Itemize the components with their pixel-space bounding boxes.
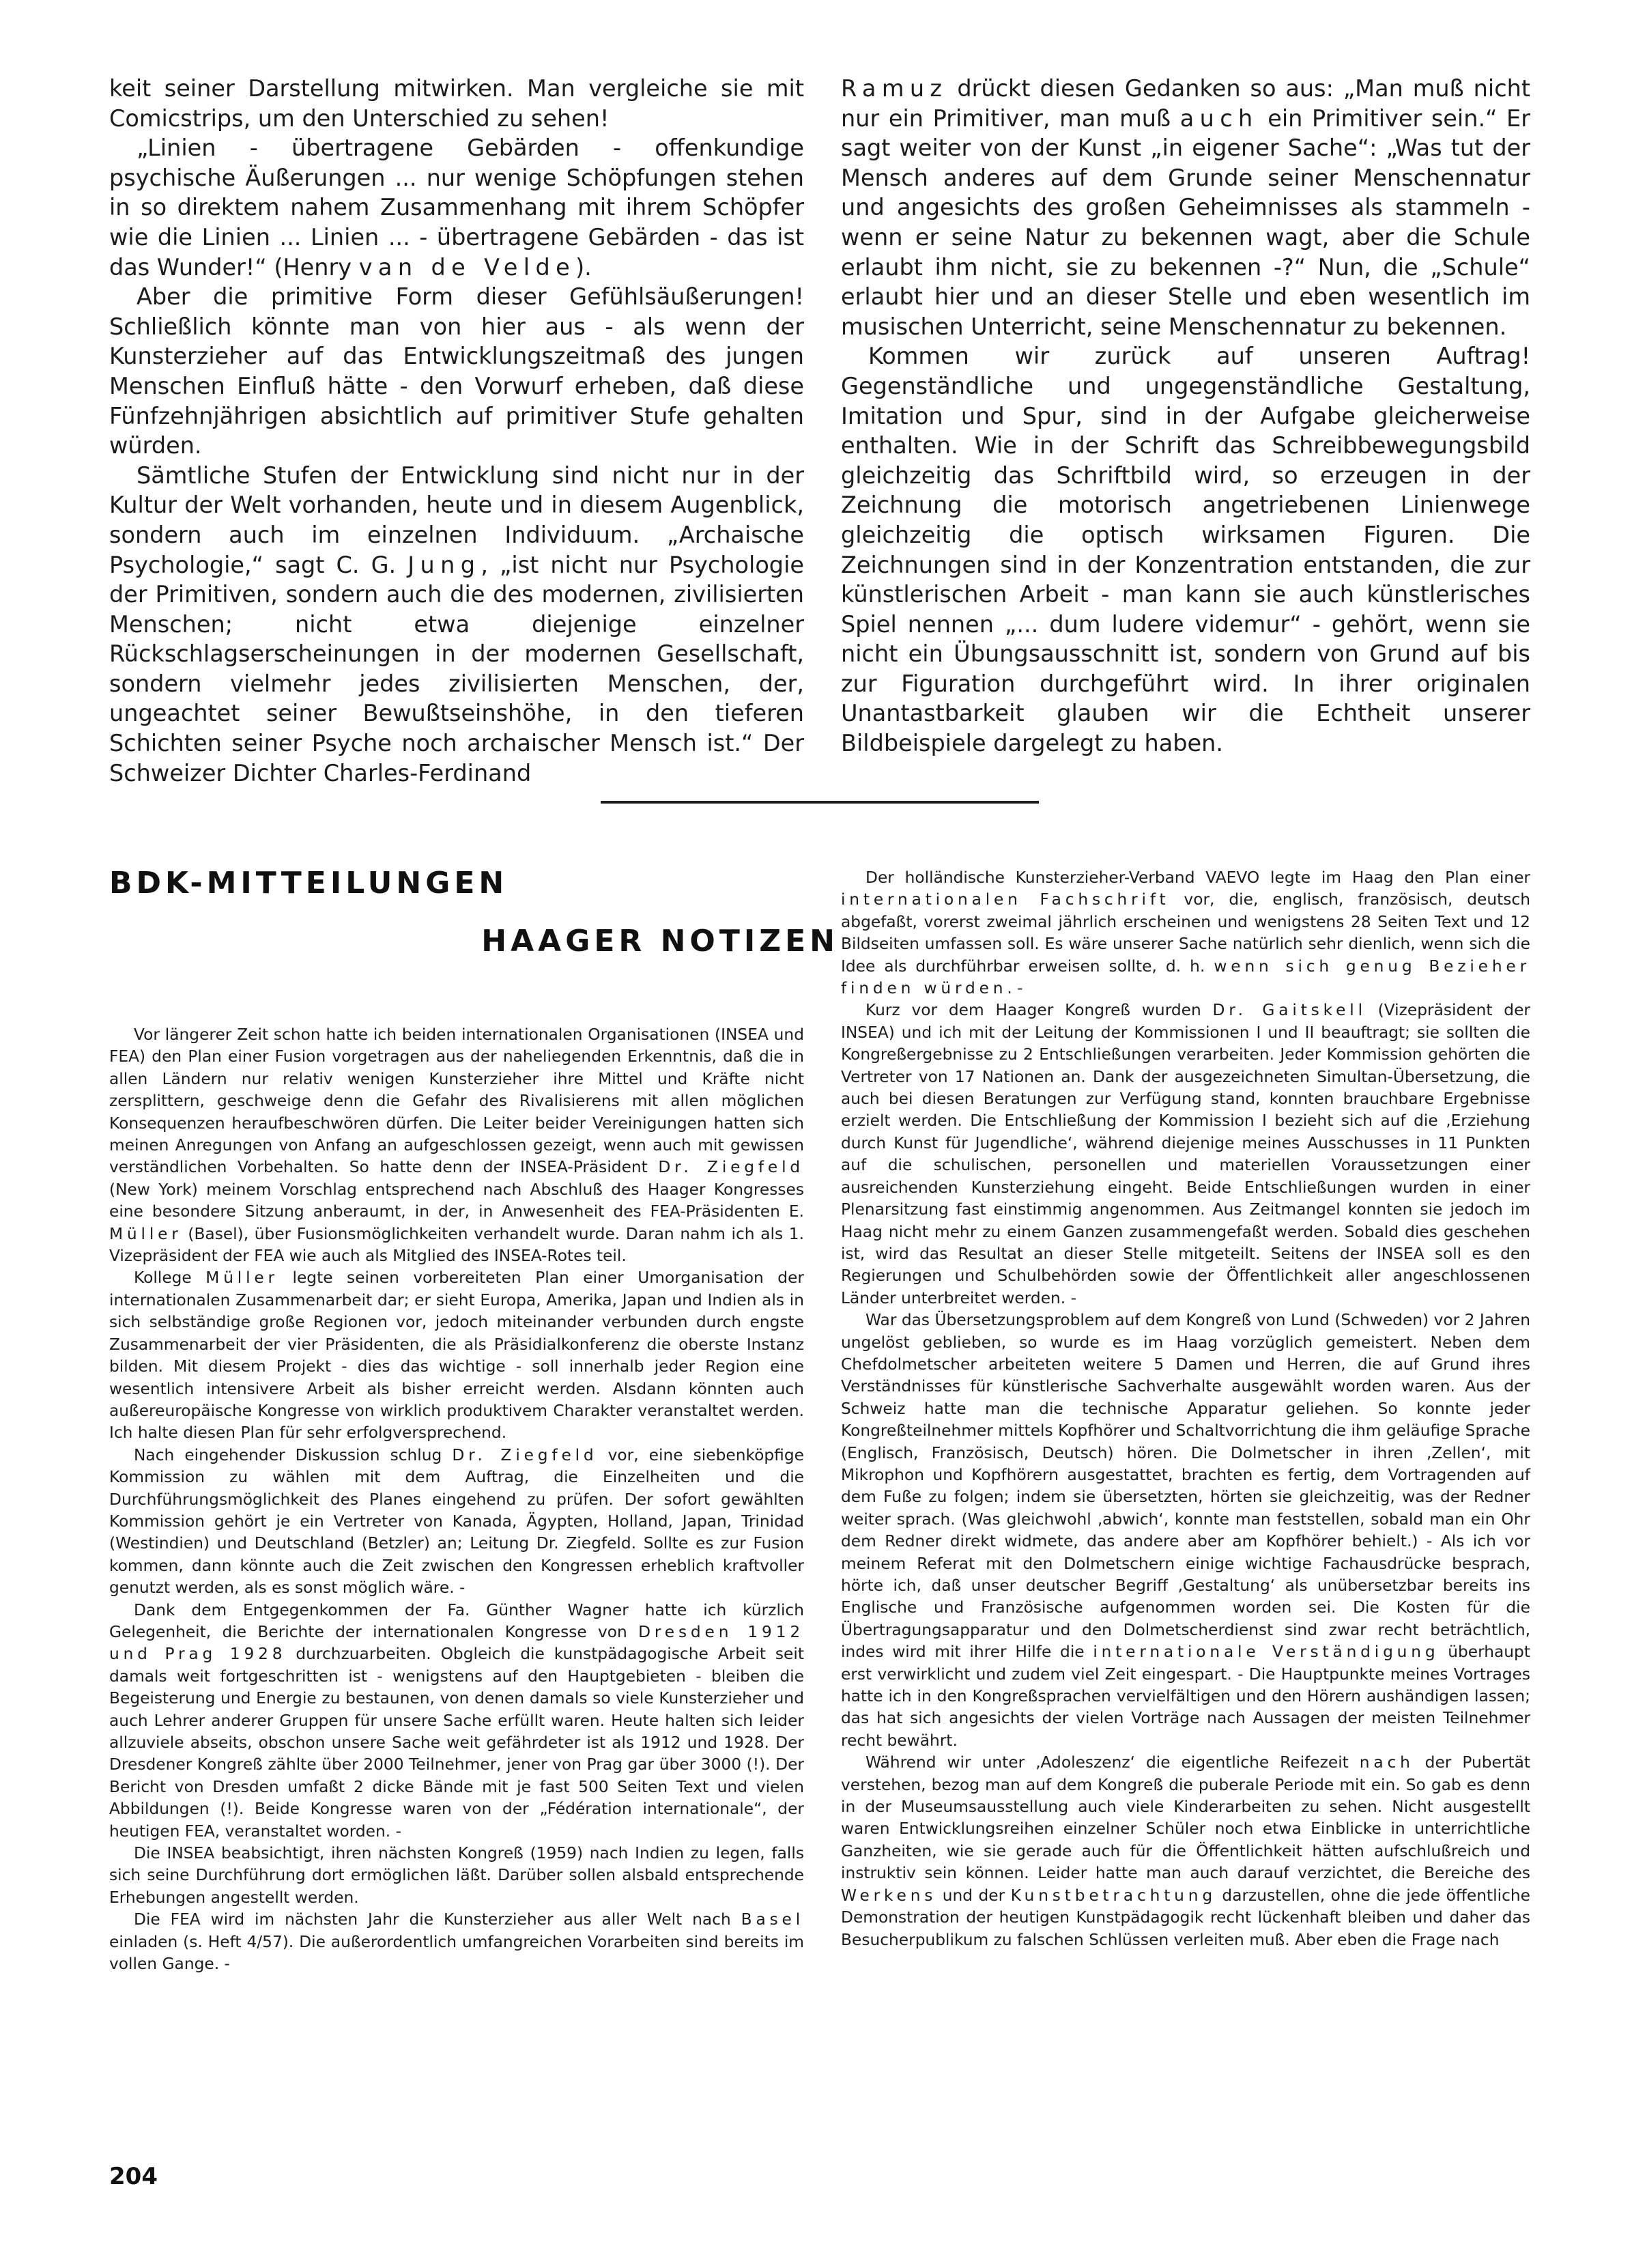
paragraph: War das Übersetzungsproblem auf dem Kongreß von Lund (Schweden) vor 2 Jahren ungelöst geblieben, so wurde es im Haag vorzüglich gemeistert. Neben dem Chefdolmetscher arbeiteten weitere 5 Damen und Herren, die auf Grund ihres Verständnisses für künstlerische Sachverhalte ausgewählt worden waren. Aus der Schweiz hatte man die technische Apparatur geliehen. So konnte jeder Kongreßteilnehmer mittels Kopfhörer und Schaltvorrichtung die ihm geläufige Sprache (Englisch, Französisch, Deutsch) hören. Die Dolmetscher in ihren ‚Zellen‘, mit Mikrophon und Kopfhörern ausgestattet, brachten es fertig, dem Vortragenden auf dem Fuße zu folgen; indem sie übersetzten, hörten sie gleichzeitig, was der Redner weiter sprach. (Was gleichwohl ‚abwich‘, konnte man feststellen, sobald man ein Ohr dem Redner direkt widmete, das andere aber am Kopfhörer behielt.) - Als ich vor meinem Referat mit den Dolmetschern einige wichtige Fachausdrücke besprach, hörte ich, daß unser deutscher Begriff ‚Gestaltung‘ als unübersetzbar bereits ins Englische und Französische aufgenommen worden sei. Die Kosten für die Übertragungsapparatur und den Dolmetscherdienst sind zwar recht beträchtlich, indes wird mit ihrer Hilfe die internationale Verständigung überhaupt erst verwirklicht und zudem viel Zeit eingespart. - Die Hauptpunkte meines Vortrages hatte ich in den Kongreßsprachen vervielfältigen und den Hörern aushändigen lassen; das hat sich angesichts der vielen Vorträge nach Aussagen der meisten Teilnehmer recht bewährt. <box>841 1311 1531 1750</box>
person-name: Dr. Ziegfeld <box>452 1445 598 1464</box>
paragraph: Sämtliche Stufen der Entwicklung sind nicht nur in der Kultur der Welt vorhanden, heute und in diesem Augenblick, sondern auch im einzelnen Individuum. „Archaische Psychologie,“ sagt C. G. Jung, „ist nicht nur Psychologie der Primitiven, sondern auch die des modernen, zivilisierten Menschen; nicht etwa diejenige einzelner Rückschlagserscheinungen in der modernen Gesellschaft, sondern vielmehr jedes zivilisierten Menschen, der, ungeachtet seiner Bewußtseinshöhe, in den tieferen Schichten seiner Psyche noch archaischer Mensch ist.“ Der Schweizer Dichter Charles-Ferdinand <box>109 462 804 786</box>
paragraph: keit seiner Darstellung mitwirken. Man vergleiche sie mit Comicstrips, um den Unterschied zu sehen! <box>109 75 804 132</box>
page-number: 204 <box>109 2163 158 2190</box>
person-name: Dr. Ziegfeld <box>658 1158 804 1177</box>
emphasis: internationale Verständigung <box>1093 1643 1440 1662</box>
paragraph: Der holländische Kunsterzieher-Verband VAEVO legte im Haag den Plan einer internationalen Fachschrift vor, die, englisch, französisch, deutsch abgefaßt, vorerst zweimal jährlich erscheinen und wenigstens 28 Seiten Text und 12 Bildseiten umfassen soll. Es wäre unserer Sache natürlich sehr dienlich, wenn sich die Idee als durchführbar erweisen sollte, d. h. wenn sich genug Bezieher finden würden. - <box>841 868 1530 998</box>
emphasis: internationalen Fachschrift <box>841 890 1170 909</box>
emphasis: nach <box>1359 1753 1414 1772</box>
paragraph: Nach eingehender Diskussion schlug Dr. Ziegfeld vor, eine siebenköpfige Kommission zu wählen mit dem Auftrag, die Einzelheiten und die Durchführungsmöglichkeit des Planes eingehend zu prüfen. Der sofort gewählten Kommission gehört je ein Vertreter von Kanada, Ägypten, Holland, Japan, Trinidad (Westindien) und Deutschland (Betzler) an; Leitung Dr. Ziegfeld. Sollte es zur Fusion kommen, dann könnte auch die Zeit zwischen den Kongressen erheblich kraftvoller genutzt werden, als es sonst möglich wäre. - <box>109 1445 804 1598</box>
emphasis: Basel <box>741 1910 804 1929</box>
section-heading-bdk: BDK-MITTEILUNGEN <box>109 866 509 901</box>
paragraph: Aber die primitive Form dieser Gefühlsäußerungen! Schließlich könnte man von hier aus - als wenn der Kunsterzieher auf das Entwicklungszeitmaß des jungen Menschen Einfluß hätte - den Vorwurf erheben, daß diese Fünfzehnjährigen absichtlich auf primitiver Stufe gehalten würden. <box>109 283 804 459</box>
paragraph: „Linien - übertragene Gebärden - offenkundige psychische Äußerungen ... nur wenige Schöpfungen stehen in so direktem nahem Zusammenhang mit ihrem Schöpfer wie die Linien ... Linien ... - übertragene Gebärden - das ist das Wunder!“ (Henry van de Velde). <box>109 134 804 281</box>
emphasis: Kunstbetrachtung <box>1010 1886 1216 1905</box>
person-name: Müller <box>109 1224 182 1243</box>
person-name: van de Velde <box>358 253 576 281</box>
emphasis: Werkens <box>841 1886 937 1905</box>
paragraph: Vor längerer Zeit schon hatte ich beiden internationalen Organisationen (INSEA und FEA) den Plan einer Fusion vorgetragen aus der naheliegenden Erkenntnis, daß die in allen Ländern nur relativ wenigen Kunsterzieher ihre Mittel und Kräfte nicht zersplittern, geschweige denn die Gefahr des Rivalisierens mit allen möglichen Konsequenzen heraufbeschwören dürfen. Die Leiter beider Vereinigungen hatten sich meinen Anregungen von Anfang an aufgeschlossen gezeigt, wenn auch mit gewissen verständlichen Vorbehalten. So hatte denn der INSEA-Präsident Dr. Ziegfeld (New York) meinem Vorschlag entsprechend nach Abschluß des Haager Kongresses eine besondere Sitzung anberaumt, in der, in Anwesenheit des FEA-Präsidenten E. Müller (Basel), über Fusionsmöglichkeiten verhandelt wurde. Daran nahm ich als 1. Vizepräsident der FEA wie auch als Mitglied des INSEA-Rotes teil. <box>109 1025 804 1266</box>
person-name: Dr. Gaitskell <box>1212 1001 1366 1020</box>
top-left-column <box>109 74 804 788</box>
paragraph: Kommen wir zurück auf unseren Auftrag! Gegenständliche und ungegenständliche Gestaltung, Imitation und Spur, sind in der Aufgabe gleicherweise enthalten. Wie in der Schrift das Schreibbewegungsbild gleichzeitig das Schriftbild wird, so erzeugen in der Zeichnung die motorisch angetriebenen Linienwege gleichzeitig die optisch wirksamen Figuren. Die Zeichnungen sind in der Konzentration entstanden, die zur künstlerischen Arbeit - man kann sie auch künstlerisches Spiel nennen „... dum ludere videmur“ - gehört, wenn sie nicht ein Übungsausschnitt ist, sondern von Grund auf bis zur Figuration durchgeführt wird. In ihrer originalen Unantastbarkeit glauben wir die Echtheit unserer Bildbeispiele dargelegt zu haben. <box>841 343 1530 757</box>
emphasis: auch <box>1179 104 1259 132</box>
paragraph: Die INSEA beabsichtigt, ihren nächsten Kongreß (1959) nach Indien zu legen, falls sich seine Durchführung dort ermöglichen läßt. Darüber sollen alsbald entsprechende Erhebungen angestellt werden. <box>109 1844 804 1907</box>
bottom-left-column <box>109 1024 804 1975</box>
emphasis: Dresden 1912 und Prag 1928 <box>109 1622 804 1664</box>
top-right-column <box>841 74 1530 759</box>
paragraph: Während wir unter ‚Adoleszenz‘ die eigentliche Reifezeit nach der Pubertät verstehen, bezog man auf dem Kongreß die puberale Periode mit ein. So gab es denn in der Museumsausstellung auch viele Kinderarbeiten zu sehen. Nicht ausgestellt waren Entwicklungsreihen einzelner Schüler noch etwa Einblicke in unterrichtliche Ganzheiten, wie sie gerade auch für die Öffentlichkeit hätten aufschlußreich und instruktiv sein können. Leider hatte man auch darauf verzichtet, die Bereiche des Werkens und der Kunstbetrachtung darzustellen, ohne die jede öffentliche Demonstration der heutigen Kunstpädagogik recht lückenhaft bleiben und daher das Besucherpublikum zu falschen Schlüssen verleiten muß. Aber eben die Frage nach <box>841 1753 1531 1949</box>
paragraph: Kurz vor dem Haager Kongreß wurden Dr. Gaitskell (Vizepräsident der INSEA) und ich mit der Leitung der Kommissionen I und II beauftragt; sie sollten die Kongreßergebnisse zu 2 Entschließungen verarbeiten. Jeder Kommission gehörten die Vertreter von 17 Nationen an. Dank der ausgezeichneten Simultan-Übersetzung, die auch bei diesen Beratungen zur Verfügung stand, konnten brauchbare Ergebnisse erzielt werden. Die Entschließung der Kommission I bezieht sich auf die ‚Erziehung durch Kunst für Jugendliche‘, während diejenige meines Ausschusses in 11 Punkten auf die schulischen, personellen und materiellen Voraussetzungen einer ausreichenden Kunsterziehung eingeht. Beide Entschließungen wurden in einer Plenarsitzung fast einstimmig angenommen. Aus Zeitmangel konnten sie jedoch im Haag nicht mehr zu einem Ganzen zusammengefaßt werden. Sobald dies geschehen ist, wird das Resultat an dieser Stelle mitgeteilt. Seitens der INSEA soll es den Regierungen und Schulbehörden sowie der Öffentlichkeit aller angeschlossenen Länder unterbreitet werden. - <box>841 1001 1530 1307</box>
section-divider <box>601 801 1039 804</box>
paragraph: Kollege Müller legte seinen vorbereiteten Plan einer Umorganisation der internationalen Zusammenarbeit dar; er sieht Europa, Amerika, Japan und Indien als in sich selbständige große Regionen vor, jedoch miteinander verbunden durch engste Zusammenarbeit der vier Präsidenten, die als Präsidialkonferenz die oberste Instanz bilden. Mit diesem Projekt - dies das wichtige - soll innerhalb jeder Region eine wesentlich intensivere Arbeit als bisher erreicht werden. Alsdann könnten auch außereuropäische Kongresse von wirklich produktivem Charakter veranstaltet werden. Ich halte diesen Plan für sehr erfolgversprechend. <box>109 1268 804 1443</box>
person-name: Müller <box>205 1268 278 1288</box>
paragraph: Dank dem Entgegenkommen der Fa. Günther Wagner hatte ich kürzlich Gelegenheit, die Berichte der internationalen Kongresse von Dresden 1912 und Prag 1928 durchzuarbeiten. Obgleich die kunstpädagogische Arbeit seit damals weit fortgeschritten ist - wenigstens auf den Hauptgebieten - bleiben die Begeisterung und Energie zu bestaunen, von denen damals so viele Kunsterzieher und auch Lehrer anderer Gruppen für unsere Sache erfüllt waren. Heute halten sich leider allzuviele abseits, obschon unsere Sache weit gefährdeter ist als 1912 und 1928. Der Dresdener Kongreß zählte über 2000 Teilnehmer, jener von Prag gar über 3000 (!). Der Bericht von Dresden umfaßt 2 dicke Bände mit je fast 500 Seiten Text und vielen Abbildungen (!). Beide Kongresse waren von der „Fédération internationale“, der heutigen FEA, veranstaltet worden. - <box>109 1600 804 1841</box>
paragraph: Die FEA wird im nächsten Jahr die Kunsterzieher aus aller Welt nach Basel einladen (s. Heft 4/57). Die außerordentlich umfangreichen Vorarbeiten sind bereits im vollen Gange. - <box>109 1910 804 1974</box>
article-heading-haager-notizen: HAAGER NOTIZEN <box>481 924 839 959</box>
emphasis: wenn sich genug Bezieher finden würden <box>841 956 1530 998</box>
person-name: Jung <box>407 551 481 578</box>
paragraph: Ramuz drückt diesen Gedanken so aus: „Man muß nicht nur ein Primitiver, man muß auch ein Primitiver sein.“ Er sagt weiter von der Kunst „in eigener Sache“: „Was tut der Mensch anderes auf dem Grunde seiner Menschennatur und angesichts des großen Geheimnisses als stammeln - wenn er seine Natur zu bekennen wagt, aber die Schule erlaubt ihm nicht, sie zu bekennen -?“ Nun, die „Schule“ erlaubt hier und an dieser Stelle und eben wesentlich im musischen Unterricht, seine Menschennatur zu bekennen. <box>841 75 1530 340</box>
bottom-right-column <box>841 867 1530 1951</box>
person-name: Ramuz <box>841 75 948 102</box>
